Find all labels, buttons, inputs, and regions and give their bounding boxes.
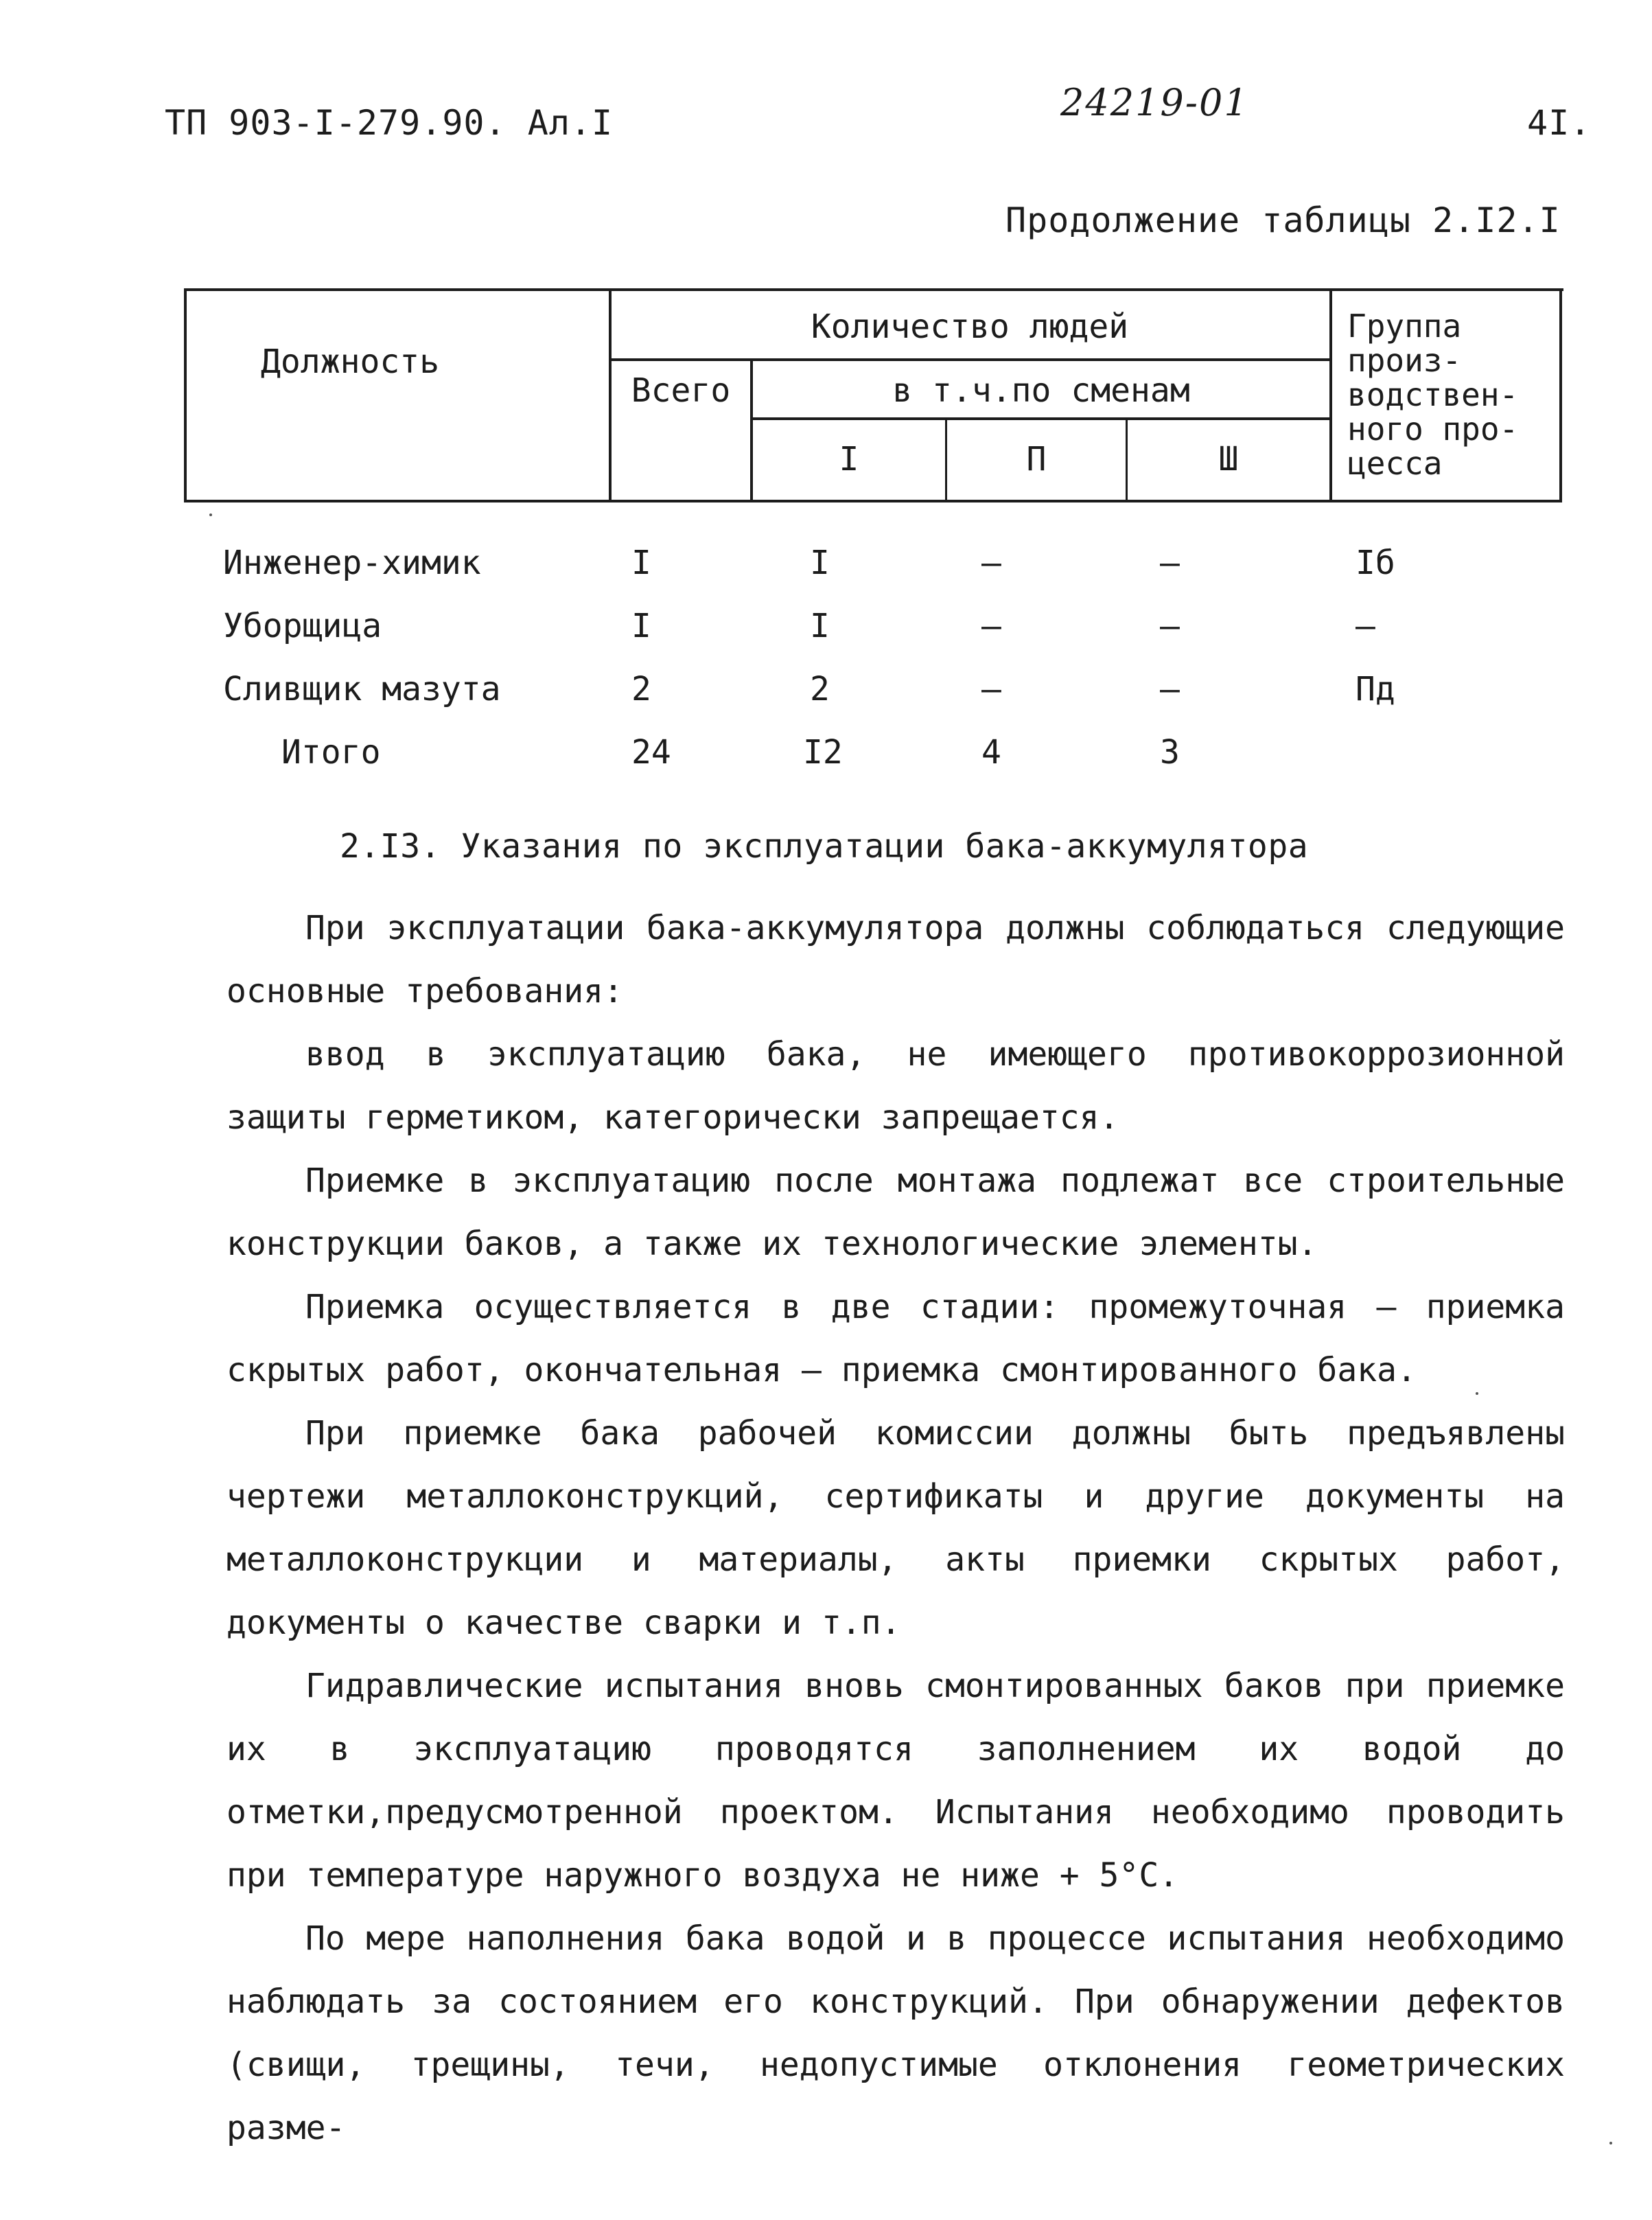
section-title: 2.I3. Указания по эксплуатации бака-аккумулятора (340, 827, 1309, 866)
header-position: Должность (261, 343, 440, 381)
divider-group (1329, 288, 1332, 502)
cell-shift-1: 2 (810, 670, 830, 708)
cell-shift-3: – (1160, 670, 1180, 708)
cell-shift-3: – (1160, 607, 1180, 645)
cell-shift-1: I (810, 544, 830, 582)
cell-shift-2: 4 (981, 733, 1001, 772)
cell-shift-2: – (981, 544, 1001, 582)
cell-position: Сливщик мазута (223, 670, 501, 708)
table-row (0, 605, 1652, 669)
cell-total: I (631, 544, 651, 582)
divider-shifts (750, 417, 1331, 420)
header-shift-1: I (839, 440, 859, 478)
cell-shift-3: 3 (1160, 733, 1180, 772)
header-shift-3: Ш (1218, 440, 1239, 478)
cell-total: 2 (631, 670, 651, 708)
cell-shift-2: – (981, 670, 1001, 708)
divider-people (609, 358, 1331, 361)
cell-shift-3: – (1160, 544, 1180, 582)
header-by-shifts: в т.ч.по сменам (892, 371, 1190, 410)
cell-shift-2: – (981, 607, 1001, 645)
paragraph: Гидравлические испытания вновь смонтированных баков при приемке их в эксплуатацию проводятся заполнением их водой до отметки,предусмотренной проектом. Испытания необходимо проводить при температуре наружного воздуха не ниже + 5°C. (226, 1667, 1565, 1895)
cell-total: 24 (631, 733, 671, 772)
cell-total: I (631, 607, 651, 645)
cell-group: – (1356, 607, 1375, 645)
table-row (0, 669, 1652, 732)
cell-shift-1: I (810, 607, 830, 645)
table-right-border (1559, 288, 1562, 502)
cell-shift-1: I2 (803, 733, 843, 772)
document-code: ТП 903-I-279.90. Ал.I (165, 103, 614, 143)
body-text (226, 897, 1565, 2160)
header-process-group: Группа произ- водствен- ного про- цесса (1347, 308, 1519, 482)
paragraph: ввод в эксплуатацию бака, не имеющего противокоррозионной защиты герметиком, категорически запрещается. (226, 1035, 1565, 1137)
paragraph: Приемка осуществляется в две стадии: промежуточная – приемка скрытых работ, окончательная – приемка смонтированного бака. (226, 1288, 1565, 1389)
table-caption: Продолжение таблицы 2.I2.I (1005, 200, 1561, 240)
cell-position: Инженер-химик (223, 544, 481, 582)
cell-group: Пд (1356, 670, 1395, 708)
scan-speck (1476, 1392, 1478, 1395)
cell-group: Iб (1356, 544, 1395, 582)
cell-position: Итого (281, 733, 381, 772)
scan-speck (209, 513, 212, 516)
header-shift-2: П (1026, 440, 1047, 478)
table-bottom-border (184, 500, 1560, 502)
page-number: 4I. (1527, 103, 1592, 143)
paragraph: При эксплуатации бака-аккумулятора должны соблюдаться следующие основные требования: (226, 909, 1565, 1010)
scan-speck (1609, 2142, 1612, 2144)
paragraph: При приемке бака рабочей комиссии должны быть предъявлены чертежи металлоконструкций, сертификаты и другие документы на металлоконструкции и материалы, акты приемки скрытых работ, документы о качестве сварки и т.п. (226, 1414, 1565, 1642)
table-left-border (184, 288, 187, 502)
paragraph: Приемке в эксплуатацию после монтажа подлежат все строительные конструкции баков, а также их технологические элементы. (226, 1161, 1565, 1263)
table-row (0, 542, 1652, 605)
header-total: Всего (631, 371, 731, 410)
table-row-total (0, 732, 1652, 795)
header-people-count: Количество людей (811, 308, 1129, 346)
table-top-border (184, 288, 1563, 291)
cell-position: Уборщица (223, 607, 382, 645)
paragraph: По мере наполнения бака водой и в процессе испытания необходимо наблюдать за состоянием его конструкций. При обнаружении дефектов (свищи, трещины, течи, недопустимые отклонения геометрических разме- (226, 1919, 1565, 2147)
handwritten-number: 24219-01 (1060, 81, 1249, 124)
